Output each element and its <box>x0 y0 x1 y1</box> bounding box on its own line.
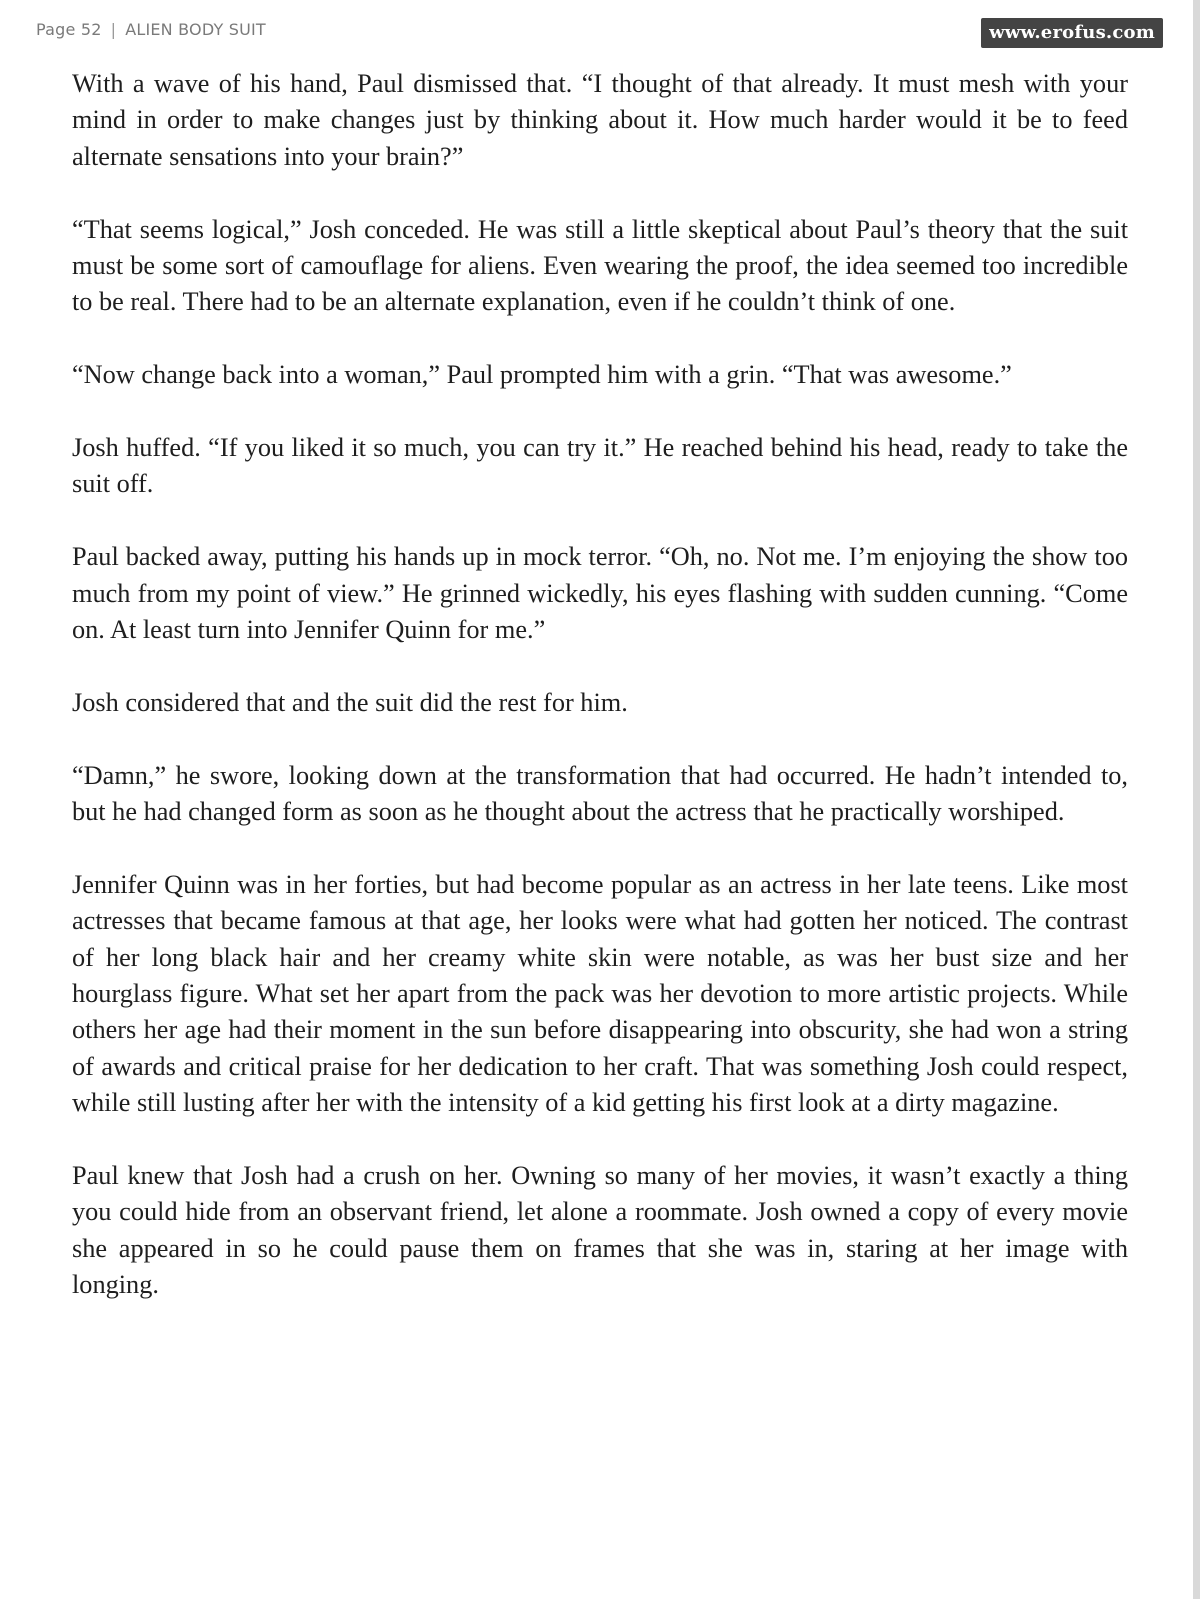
paragraph: Josh considered that and the suit did the rest for him. <box>72 687 628 717</box>
paragraph: “That seems logical,” Josh conceded. He was still a little skeptical about Paul’s theory that the suit must be some sort of camouflage for aliens. Even wearing the proof, the idea seemed too incredible to be real. There had to be an alternate explanation, even if he couldn’t think of one. <box>72 214 1128 317</box>
book-title: ALIEN BODY SUIT <box>125 20 266 39</box>
watermark-badge: www.erofus.com <box>981 18 1163 48</box>
header-separator: | <box>110 20 117 39</box>
page-header <box>36 20 266 39</box>
body-text <box>72 66 1128 1340</box>
paragraph: Josh huffed. “If you liked it so much, you can try it.” He reached behind his head, ready to take the suit off. <box>72 433 1128 499</box>
paragraph: With a wave of his hand, Paul dismissed that. “I thought of that already. It must mesh with your mind in order to make changes just by thinking about it. How much harder would it be to feed alternate sensations into your brain?” <box>72 69 1128 171</box>
paragraph: Paul knew that Josh had a crush on her. Owning so many of her movies, it wasn’t exactly a thing you could hide from an observant friend, let alone a roommate. Josh owned a copy of every movie she appeared in so he could pause them on frames that she was in, staring at her image with longing. <box>72 1161 1128 1300</box>
page-number: Page 52 <box>36 20 102 39</box>
paragraph: Paul backed away, putting his hands up in mock terror. “Oh, no. Not me. I’m enjoying the show too much from my point of view.” He grinned wickedly, his eyes flashing with sudden cunning. “Come on. At least turn into Jennifer Quinn for me.” <box>72 542 1128 645</box>
paragraph: “Damn,” he swore, looking down at the transformation that had occurred. He hadn’t intended to, but he had changed form as soon as he thought about the actress that he practically worshiped. <box>72 760 1128 827</box>
page-edge <box>1193 0 1200 1599</box>
paragraph: Jennifer Quinn was in her forties, but had become popular as an actress in her late teens. Like most actresses that became famous at that age, her looks were what had gotten her noticed. The contrast of her long black hair and her creamy white skin were notable, as was her bust size and her hourglass figure. What set her apart from the pack was her devotion to more artistic projects. While others her age had their moment in the sun before disappearing into obscurity, she had won a string of awards and critical praise for her dedication to her craft. That was something Josh could respect, while still lusting after her with the intensity of a kid getting his first look at a dirty magazine. <box>72 869 1128 1118</box>
paragraph: “Now change back into a woman,” Paul prompted him with a grin. “That was awesome.” <box>72 360 1012 390</box>
